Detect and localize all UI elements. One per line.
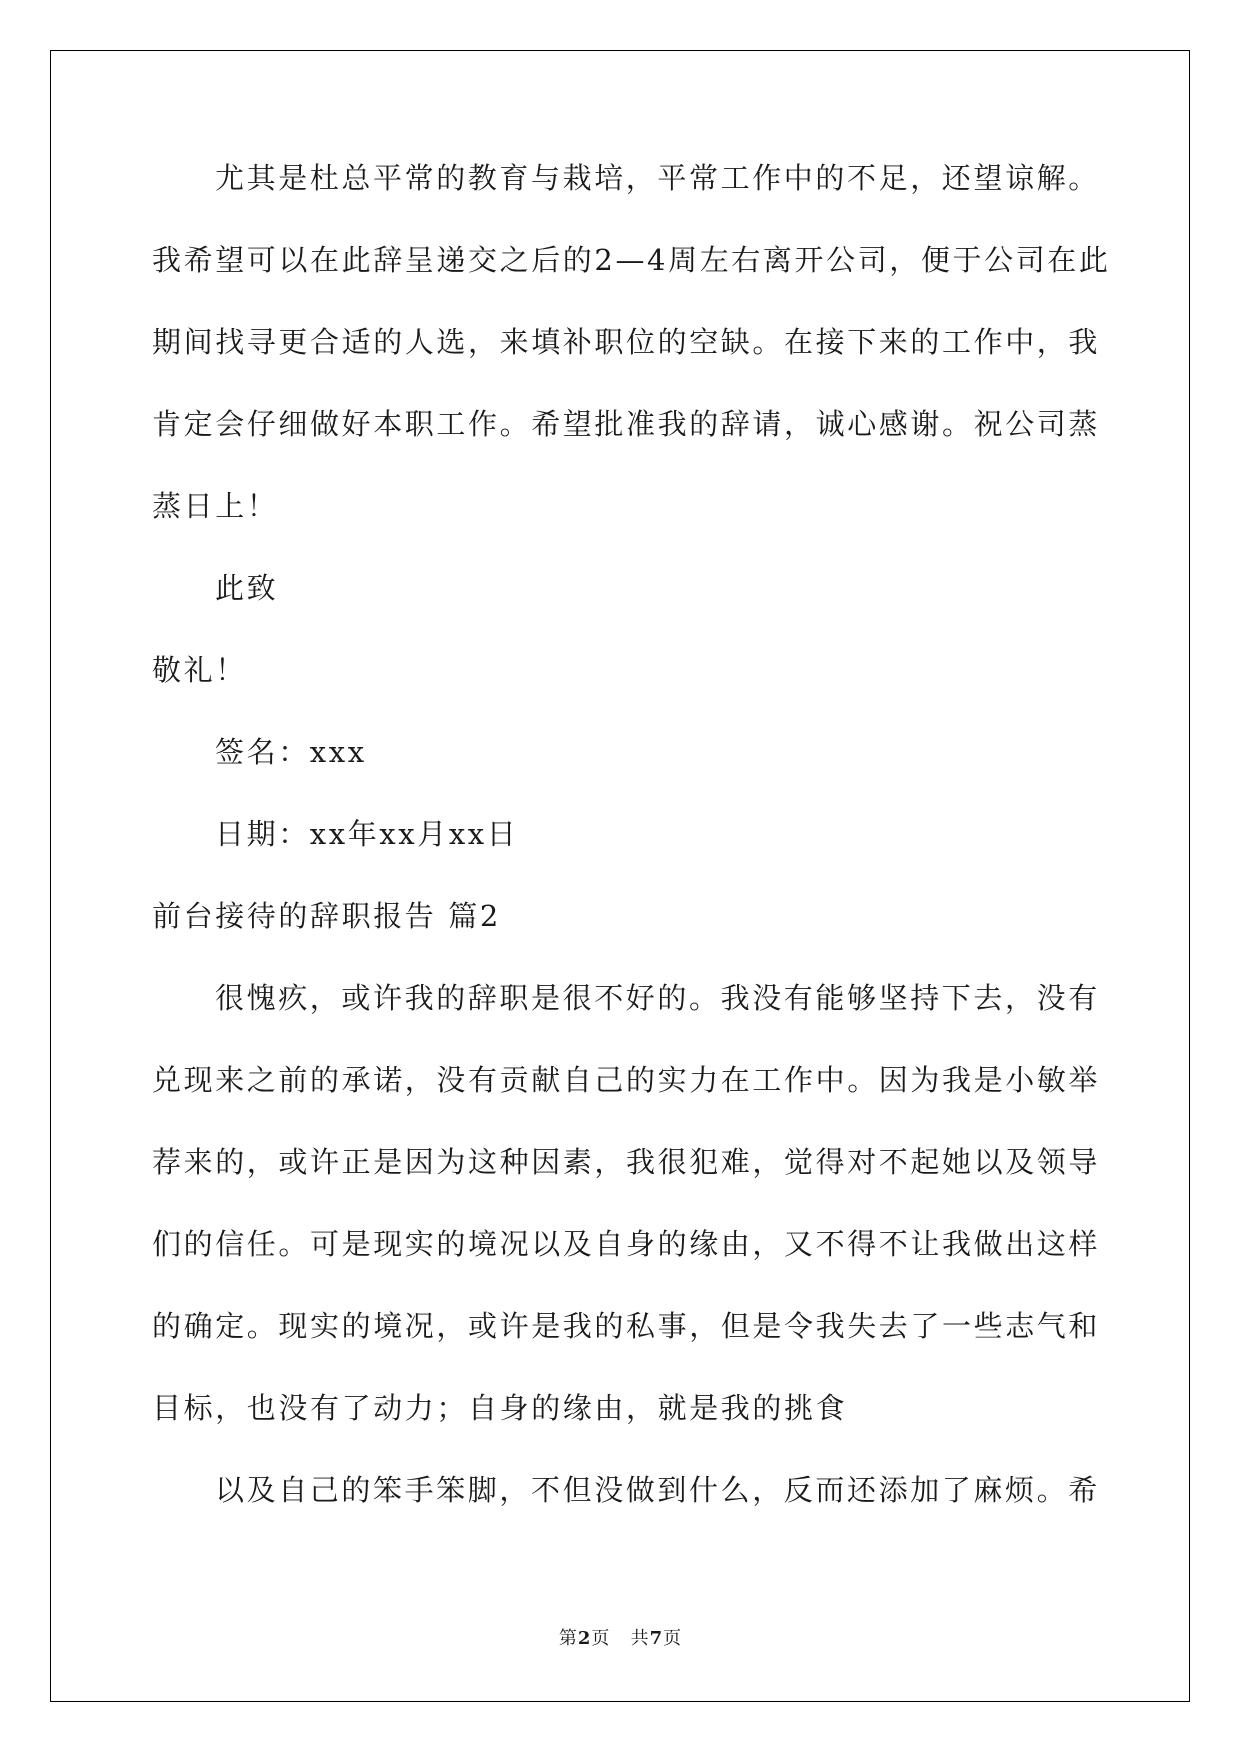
paragraph-line: 尤其是杜总平常的教育与栽培，平常工作中的不足，还望谅解。	[215, 161, 1100, 195]
date-line: 日期：xx年xx月xx日	[215, 817, 519, 851]
paragraph-line: 肯定会仔细做好本职工作。希望批准我的辞请，诚心感谢。祝公司蒸	[152, 407, 1101, 441]
closing-regards: 敬礼！	[152, 653, 247, 687]
page-footer	[0, 1627, 1241, 1651]
footer-total-prefix: 共	[630, 1628, 650, 1649]
paragraph-line: 目标，也没有了动力；自身的缘由，就是我的挑食	[152, 1391, 848, 1425]
paragraph-line: 蒸日上！	[152, 489, 279, 523]
footer-page-suffix: 页	[591, 1628, 611, 1649]
paragraph-line: 期间找寻更合适的人选，来填补职位的空缺。在接下来的工作中，我	[152, 325, 1101, 359]
page-border	[50, 50, 1190, 1702]
footer-total-suffix: 页	[663, 1628, 683, 1649]
signature-line: 签名：xxx	[215, 735, 367, 769]
paragraph-line: 很愧疚，或许我的辞职是很不好的。我没有能够坚持下去，没有	[215, 981, 1100, 1015]
paragraph-line: 兑现来之前的承诺，没有贡献自己的实力在工作中。因为我是小敏举	[152, 1063, 1101, 1097]
paragraph-line: 以及自己的笨手笨脚，不但没做到什么，反而还添加了麻烦。希	[215, 1473, 1100, 1507]
paragraph-line: 们的信任。可是现实的境况以及自身的缘由，又不得不让我做出这样	[152, 1227, 1101, 1261]
paragraph-line: 荐来的，或许正是因为这种因素，我很犯难，觉得对不起她以及领导	[152, 1145, 1101, 1179]
closing-salutation: 此致	[215, 571, 279, 605]
total-page-number: 7	[649, 1628, 664, 1649]
section-heading: 前台接待的辞职报告 篇2	[152, 899, 501, 933]
paragraph-line: 我希望可以在此辞呈递交之后的2—4周左右离开公司，便于公司在此	[152, 243, 1111, 277]
paragraph-line: 的确定。现实的境况，或许是我的私事，但是令我失去了一些志气和	[152, 1309, 1101, 1343]
footer-prefix: 第	[558, 1628, 578, 1649]
current-page-number: 2	[577, 1628, 592, 1649]
